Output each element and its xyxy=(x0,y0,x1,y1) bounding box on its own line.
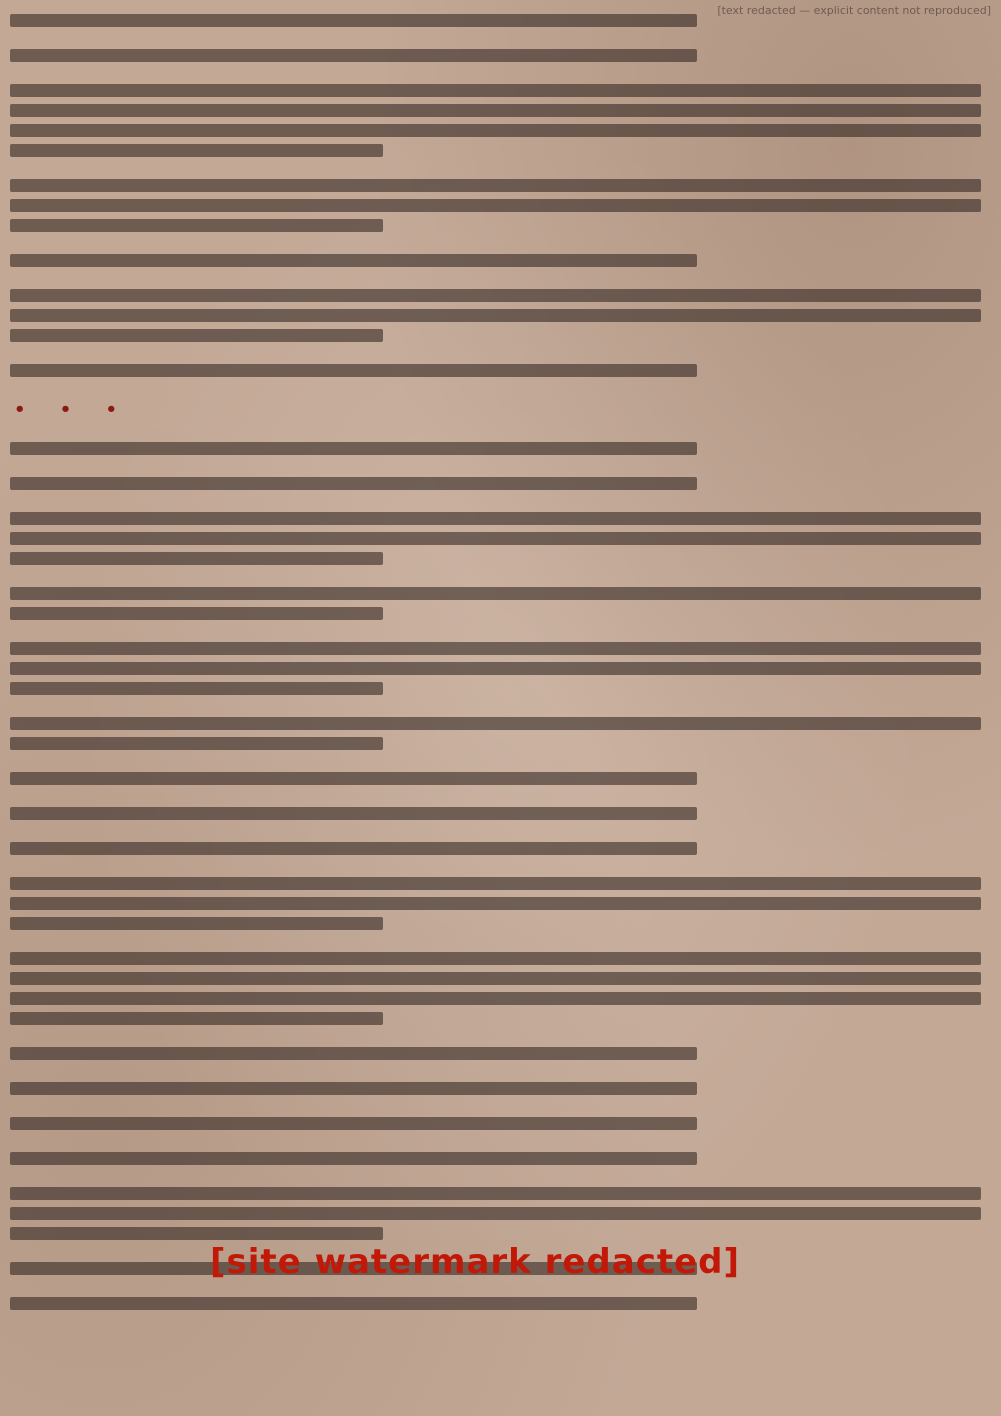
redacted-paragraph xyxy=(10,179,991,232)
redacted-paragraph xyxy=(10,1047,991,1060)
redacted-text-line xyxy=(10,807,697,820)
redacted-text-line xyxy=(10,737,383,750)
redacted-paragraph xyxy=(10,254,991,267)
redacted-text-line xyxy=(10,642,981,655)
redacted-paragraph xyxy=(10,1187,991,1240)
redacted-text-line xyxy=(10,254,697,267)
redacted-text-line xyxy=(10,952,981,965)
redacted-text-line xyxy=(10,1227,383,1240)
redacted-paragraph xyxy=(10,84,991,157)
redacted-text-line xyxy=(10,477,697,490)
redacted-text-line xyxy=(10,587,981,600)
redacted-paragraph xyxy=(10,512,991,565)
redacted-text-line xyxy=(10,1152,697,1165)
paragraph-list xyxy=(10,14,991,1310)
redacted-paragraph xyxy=(10,772,991,785)
redacted-text-line xyxy=(10,917,383,930)
redacted-text-line xyxy=(10,14,697,27)
redacted-text-line xyxy=(10,309,981,322)
redacted-text-line xyxy=(10,662,981,675)
redacted-text-line xyxy=(10,552,383,565)
redacted-paragraph xyxy=(10,1117,991,1130)
redacted-text-line xyxy=(10,772,697,785)
redacted-text-line xyxy=(10,329,383,342)
redacted-text-line xyxy=(10,124,981,137)
redacted-text-line xyxy=(10,532,981,545)
redacted-text-line xyxy=(10,49,697,62)
redacted-paragraph xyxy=(10,477,991,490)
redacted-paragraph xyxy=(10,442,991,455)
redacted-paragraph xyxy=(10,49,991,62)
redacted-text-line xyxy=(10,512,981,525)
redaction-notice: [text redacted — explicit content not reproduced] xyxy=(717,4,991,17)
redacted-text-line xyxy=(10,682,383,695)
redacted-paragraph xyxy=(10,642,991,695)
redacted-paragraph xyxy=(10,842,991,855)
redacted-text-line xyxy=(10,442,697,455)
redacted-paragraph xyxy=(10,587,991,620)
redacted-text-line xyxy=(10,992,981,1005)
redacted-text-line xyxy=(10,1012,383,1025)
redacted-paragraph xyxy=(10,952,991,1025)
redacted-text-line xyxy=(10,1187,981,1200)
redacted-paragraph xyxy=(10,1082,991,1095)
redacted-text-line xyxy=(10,972,981,985)
redacted-text-line xyxy=(10,144,383,157)
redacted-text-line xyxy=(10,179,981,192)
site-watermark: [site watermark redacted] xyxy=(210,1242,741,1282)
redacted-text-line xyxy=(10,104,981,117)
redacted-text-line xyxy=(10,1082,697,1095)
redacted-text-line xyxy=(10,1047,697,1060)
redacted-text-line xyxy=(10,877,981,890)
redacted-paragraph xyxy=(10,717,991,750)
redacted-text-line xyxy=(10,1117,697,1130)
redacted-text-line xyxy=(10,364,697,377)
redacted-paragraph xyxy=(10,1152,991,1165)
redacted-text-line xyxy=(10,1297,697,1310)
redacted-text-line xyxy=(10,84,981,97)
section-divider: • • • xyxy=(14,399,132,420)
redacted-text-line xyxy=(10,842,697,855)
redacted-text-line xyxy=(10,199,981,212)
redacted-paragraph xyxy=(10,877,991,930)
redacted-text-line xyxy=(10,897,981,910)
redacted-text-line xyxy=(10,1207,981,1220)
redacted-paragraph xyxy=(10,807,991,820)
redacted-text-line xyxy=(10,607,383,620)
redacted-text-line xyxy=(10,289,981,302)
redacted-paragraph xyxy=(10,364,991,377)
redacted-text-line xyxy=(10,219,383,232)
redacted-paragraph xyxy=(10,289,991,342)
redacted-paragraph xyxy=(10,1297,991,1310)
redacted-text-line xyxy=(10,717,981,730)
